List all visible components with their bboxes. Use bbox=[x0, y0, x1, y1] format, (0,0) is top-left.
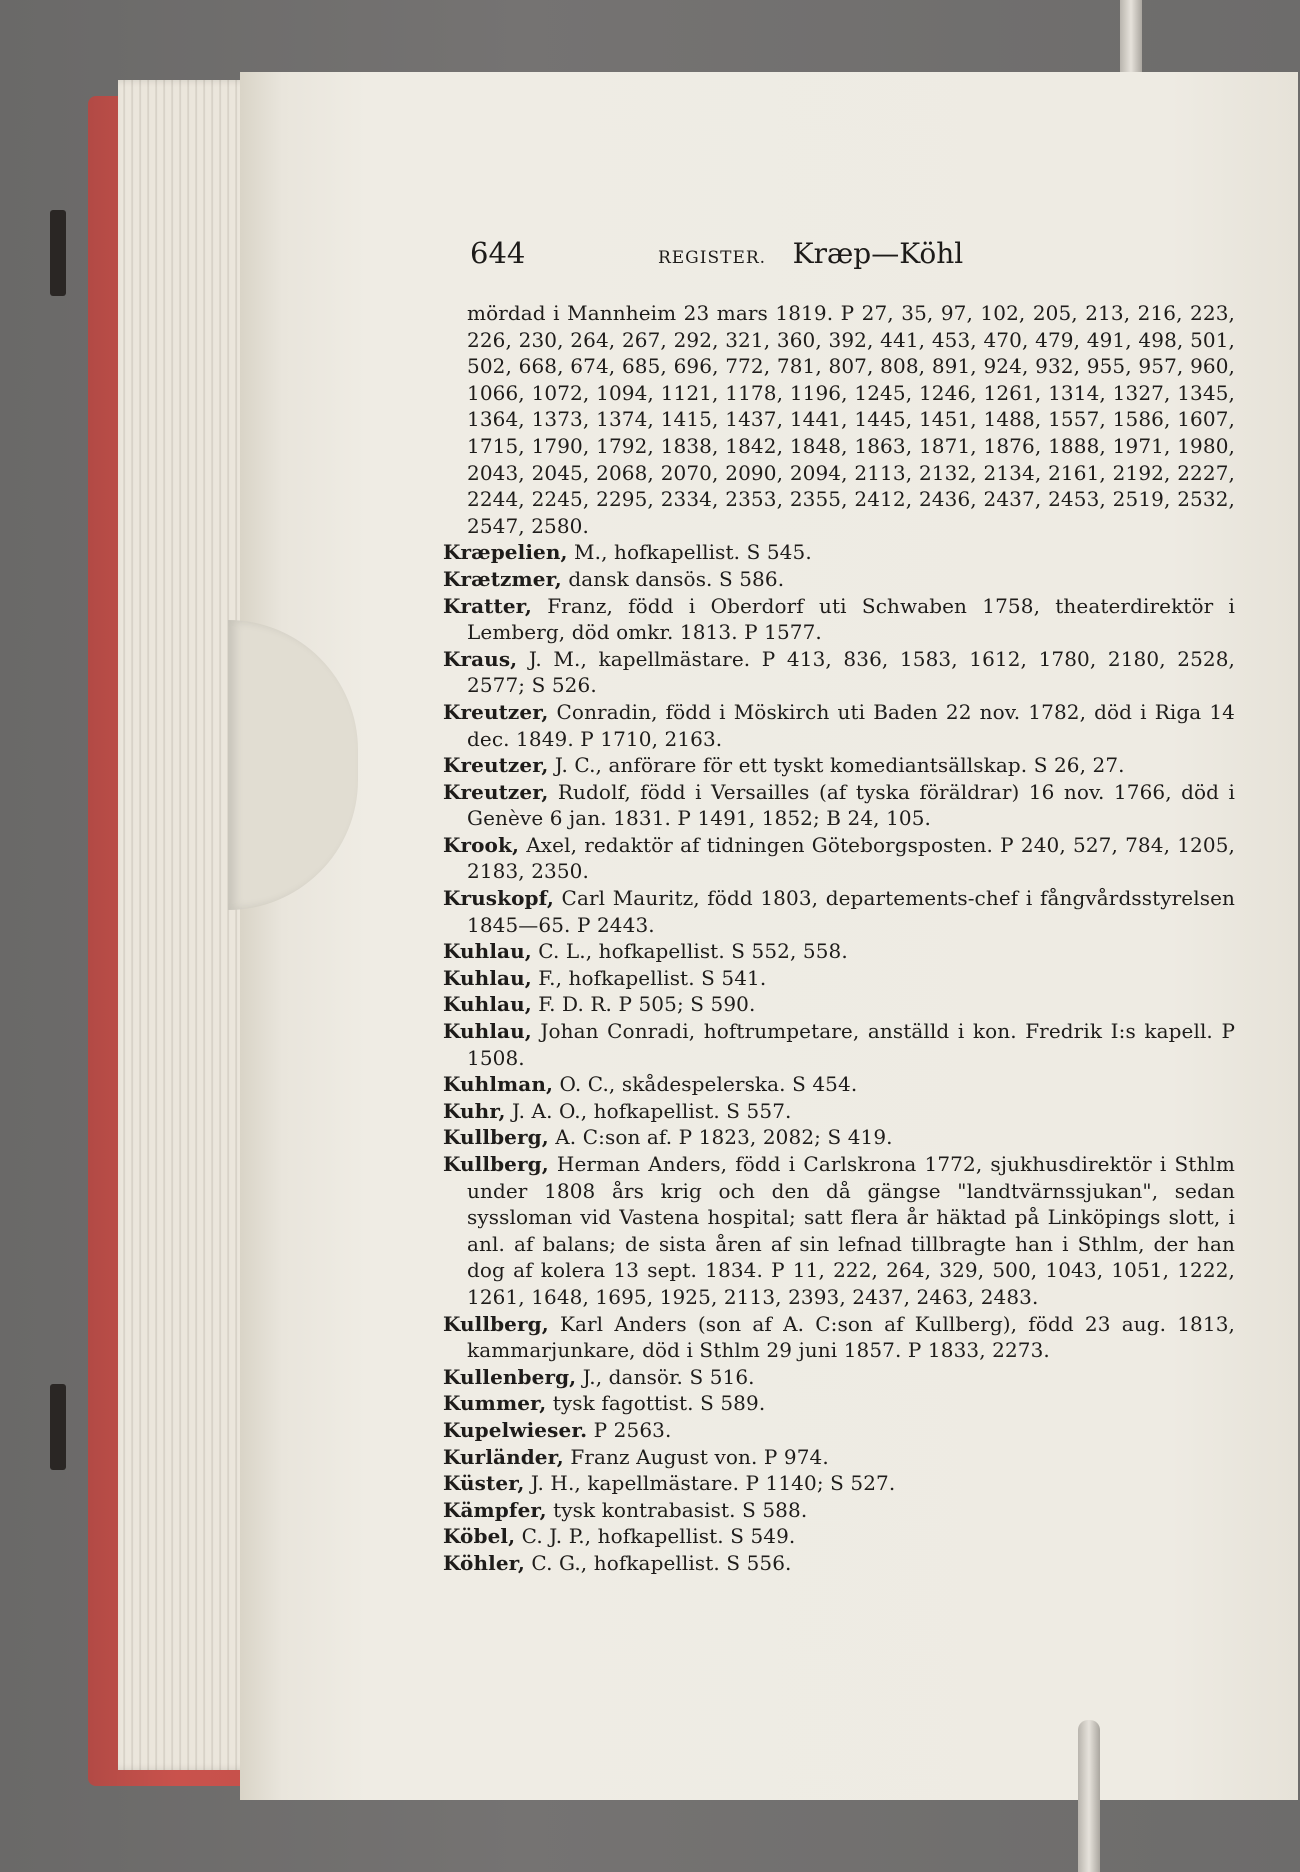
entry-detail: Rudolf, född i Versailles (af tyska föräldrar) 16 nov. 1766, död i Genève 6 jan. 1831. P 1491, 1852; B 24, 105. bbox=[467, 779, 1235, 831]
entry-detail: J. H., kapellmästare. P 1140; S 527. bbox=[530, 1471, 896, 1496]
entry-name: Kupelwieser. bbox=[443, 1417, 588, 1442]
register-entry bbox=[443, 1124, 1235, 1151]
entry-name: Kraus, bbox=[443, 646, 518, 671]
entry-detail: tysk kontrabasist. S 588. bbox=[553, 1497, 808, 1522]
entry-name: Kullberg, bbox=[443, 1152, 549, 1176]
entry-detail: Franz, född i Oberdorf uti Schwaben 1758, theaterdirektör i Lemberg, död omkr. 1813. P 1577. bbox=[467, 593, 1235, 645]
register-entry bbox=[443, 1444, 1235, 1471]
register-entry bbox=[443, 1151, 1235, 1311]
entry-name: Kurländer, bbox=[443, 1444, 564, 1469]
entry-name: Köhler, bbox=[443, 1550, 525, 1575]
entry-name: Kuhlau, bbox=[443, 1019, 532, 1044]
entry-name: Kämpfer, bbox=[443, 1497, 547, 1522]
entry-name: Kuhr, bbox=[443, 1098, 506, 1123]
entry-detail: Axel, redaktör af tidningen Göteborgsposten. P 240, 527, 784, 1205, 2183, 2350. bbox=[467, 832, 1235, 884]
entry-detail: Carl Mauritz, född 1803, departements-chef i fångvårdsstyrelsen 1845—65. P 2443. bbox=[467, 886, 1235, 937]
register-entry bbox=[443, 1364, 1235, 1391]
register-entry bbox=[443, 1470, 1235, 1497]
entry-detail: F. D. R. P 505; S 590. bbox=[538, 992, 756, 1017]
page-edges bbox=[118, 80, 258, 1770]
entry-name: Kullberg, bbox=[443, 1311, 549, 1336]
entry-detail: Karl Anders (son af A. C:son af Kullberg), född 23 aug. 1813, kammarjunkare, död i Sthlm 29 juni 1857. P 1833, 2273. bbox=[467, 1311, 1235, 1363]
register-entry bbox=[443, 832, 1235, 885]
section-title: REGISTER. bbox=[657, 248, 767, 268]
entry-detail: tysk fagottist. S 589. bbox=[552, 1391, 766, 1416]
register-entry bbox=[443, 1550, 1235, 1577]
entry-name: Köbel, bbox=[443, 1524, 516, 1549]
entry-name: Kuhlman, bbox=[443, 1072, 554, 1097]
entry-name: Kreutzer, bbox=[443, 753, 549, 778]
entry-name: Kummer, bbox=[443, 1391, 547, 1416]
entry-range: Kræp—Köhl bbox=[792, 237, 964, 270]
entry-detail: J. C., anförare för ett tyskt komediantsällskap. S 26, 27. bbox=[554, 753, 1125, 778]
register-entry bbox=[443, 1098, 1235, 1125]
register-entry bbox=[443, 593, 1235, 646]
entry-detail: Franz August von. P 974. bbox=[570, 1444, 829, 1469]
entry-detail: dansk dansös. S 586. bbox=[568, 566, 785, 591]
page-number: 644 bbox=[470, 236, 526, 270]
register-entry bbox=[443, 885, 1235, 938]
register-entry bbox=[443, 991, 1235, 1018]
register-text bbox=[443, 300, 1235, 1577]
register-entry bbox=[443, 1523, 1235, 1550]
entry-name: Kullberg, bbox=[443, 1125, 549, 1150]
entry-detail: P 2563. bbox=[593, 1417, 672, 1442]
entry-detail: A. C:son af. P 1823, 2082; S 419. bbox=[555, 1125, 893, 1150]
book-clasp bbox=[50, 1384, 66, 1470]
entry-name: Krætzmer, bbox=[443, 566, 562, 591]
entry-name: Kreutzer, bbox=[443, 779, 549, 804]
running-header bbox=[470, 236, 1030, 280]
entry-name: Kuhlau, bbox=[443, 992, 532, 1017]
entry-detail: F., hofkapellist. S 541. bbox=[538, 965, 767, 990]
entry-detail: J. M., kapellmästare. P 413, 836, 1583, 1612, 1780, 2180, 2528, 2577; S 526. bbox=[467, 646, 1235, 698]
register-entry bbox=[443, 1417, 1235, 1444]
entry-detail: M., hofkapellist. S 545. bbox=[574, 540, 812, 565]
entry-name: Krook, bbox=[443, 832, 520, 857]
entry-name: Küster, bbox=[443, 1471, 525, 1496]
entry-detail: C. G., hofkapellist. S 556. bbox=[531, 1550, 792, 1575]
register-entry bbox=[443, 566, 1235, 593]
book-clasp bbox=[50, 210, 66, 296]
entry-detail: Conradin, född i Möskirch uti Baden 22 nov. 1782, död i Riga 14 dec. 1849. P 1710, 2163. bbox=[467, 699, 1235, 751]
register-entry bbox=[443, 646, 1235, 699]
register-entry bbox=[443, 1018, 1235, 1071]
register-entry bbox=[443, 752, 1235, 779]
register-entry bbox=[443, 1497, 1235, 1524]
entry-detail: O. C., skådespelerska. S 454. bbox=[559, 1072, 858, 1097]
entry-detail: C. L., hofkapellist. S 552, 558. bbox=[538, 939, 848, 964]
register-entry bbox=[443, 1071, 1235, 1098]
register-entry bbox=[443, 779, 1235, 832]
entry-name: Kreutzer, bbox=[443, 699, 549, 724]
entry-name: Kratter, bbox=[443, 593, 532, 618]
register-entry bbox=[443, 1311, 1235, 1364]
entry-detail: J., dansör. S 516. bbox=[582, 1364, 755, 1389]
page-strap-bottom bbox=[1078, 1720, 1100, 1872]
entry-detail: Johan Conradi, hoftrumpetare, anställd i kon. Fredrik I:s kapell. P 1508. bbox=[467, 1019, 1235, 1070]
entry-name: Kræpelien, bbox=[443, 540, 568, 565]
entry-list bbox=[443, 539, 1235, 1576]
register-entry bbox=[443, 1390, 1235, 1417]
entry-detail: C. J. P., hofkapellist. S 549. bbox=[521, 1524, 796, 1549]
entry-name: Kruskopf, bbox=[443, 886, 554, 911]
register-entry bbox=[443, 539, 1235, 566]
register-entry bbox=[443, 938, 1235, 965]
entry-name: Kullenberg, bbox=[443, 1364, 577, 1389]
entry-name: Kuhlau, bbox=[443, 939, 532, 964]
entry-detail: J. A. O., hofkapellist. S 557. bbox=[512, 1098, 792, 1123]
register-entry bbox=[443, 965, 1235, 992]
continued-entry: mördad i Mannheim 23 mars 1819. P 27, 35, 97, 102, 205, 213, 216, 223, 226, 230, 264, 267, 292, 321, 360, 392, 441, 453, 470, 479, 491, 498, 501, 502, 668, 674, 685, 696, 772, 781, 807, 808, 891, 924, 932, 955, 957, 960, 1066, 1072, 1094, 1121, 1178, 1196, 1245, 1246, 1261, 1314, 1327, 1345, 1364, 1373, 1374, 1415, 1437, 1441, 1445, 1451, 1488, 1557, 1586, 1607, 1715, 1790, 1792, 1838, 1842, 1848, 1863, 1871, 1876, 1888, 1971, 1980, 2043, 2045, 2068, 2070, 2090, 2094, 2113, 2132, 2134, 2161, 2192, 2227, 2244, 2245, 2295, 2334, 2353, 2355, 2412, 2436, 2437, 2453, 2519, 2532, 2547, 2580. bbox=[467, 301, 1235, 538]
entry-name: Kuhlau, bbox=[443, 965, 532, 990]
register-entry bbox=[443, 699, 1235, 752]
entry-detail: Herman Anders, född i Carlskrona 1772, sjukhusdirektör i Sthlm under 1808 års krig och den då gängse "landtvärnssjukan", sedan syssloman vid Vastena hospital; satt flera år häktad på Linköpings slott, i anl. af balans; de sista åren af sin lefnad tillbragte han i Sthlm, der han dog af kolera 13 sept. 1834. P 11, 222, 264, 329, 500, 1043, 1051, 1222, 1261, 1648, 1695, 1925, 2113, 2393, 2437, 2463, 2483. bbox=[467, 1152, 1235, 1309]
